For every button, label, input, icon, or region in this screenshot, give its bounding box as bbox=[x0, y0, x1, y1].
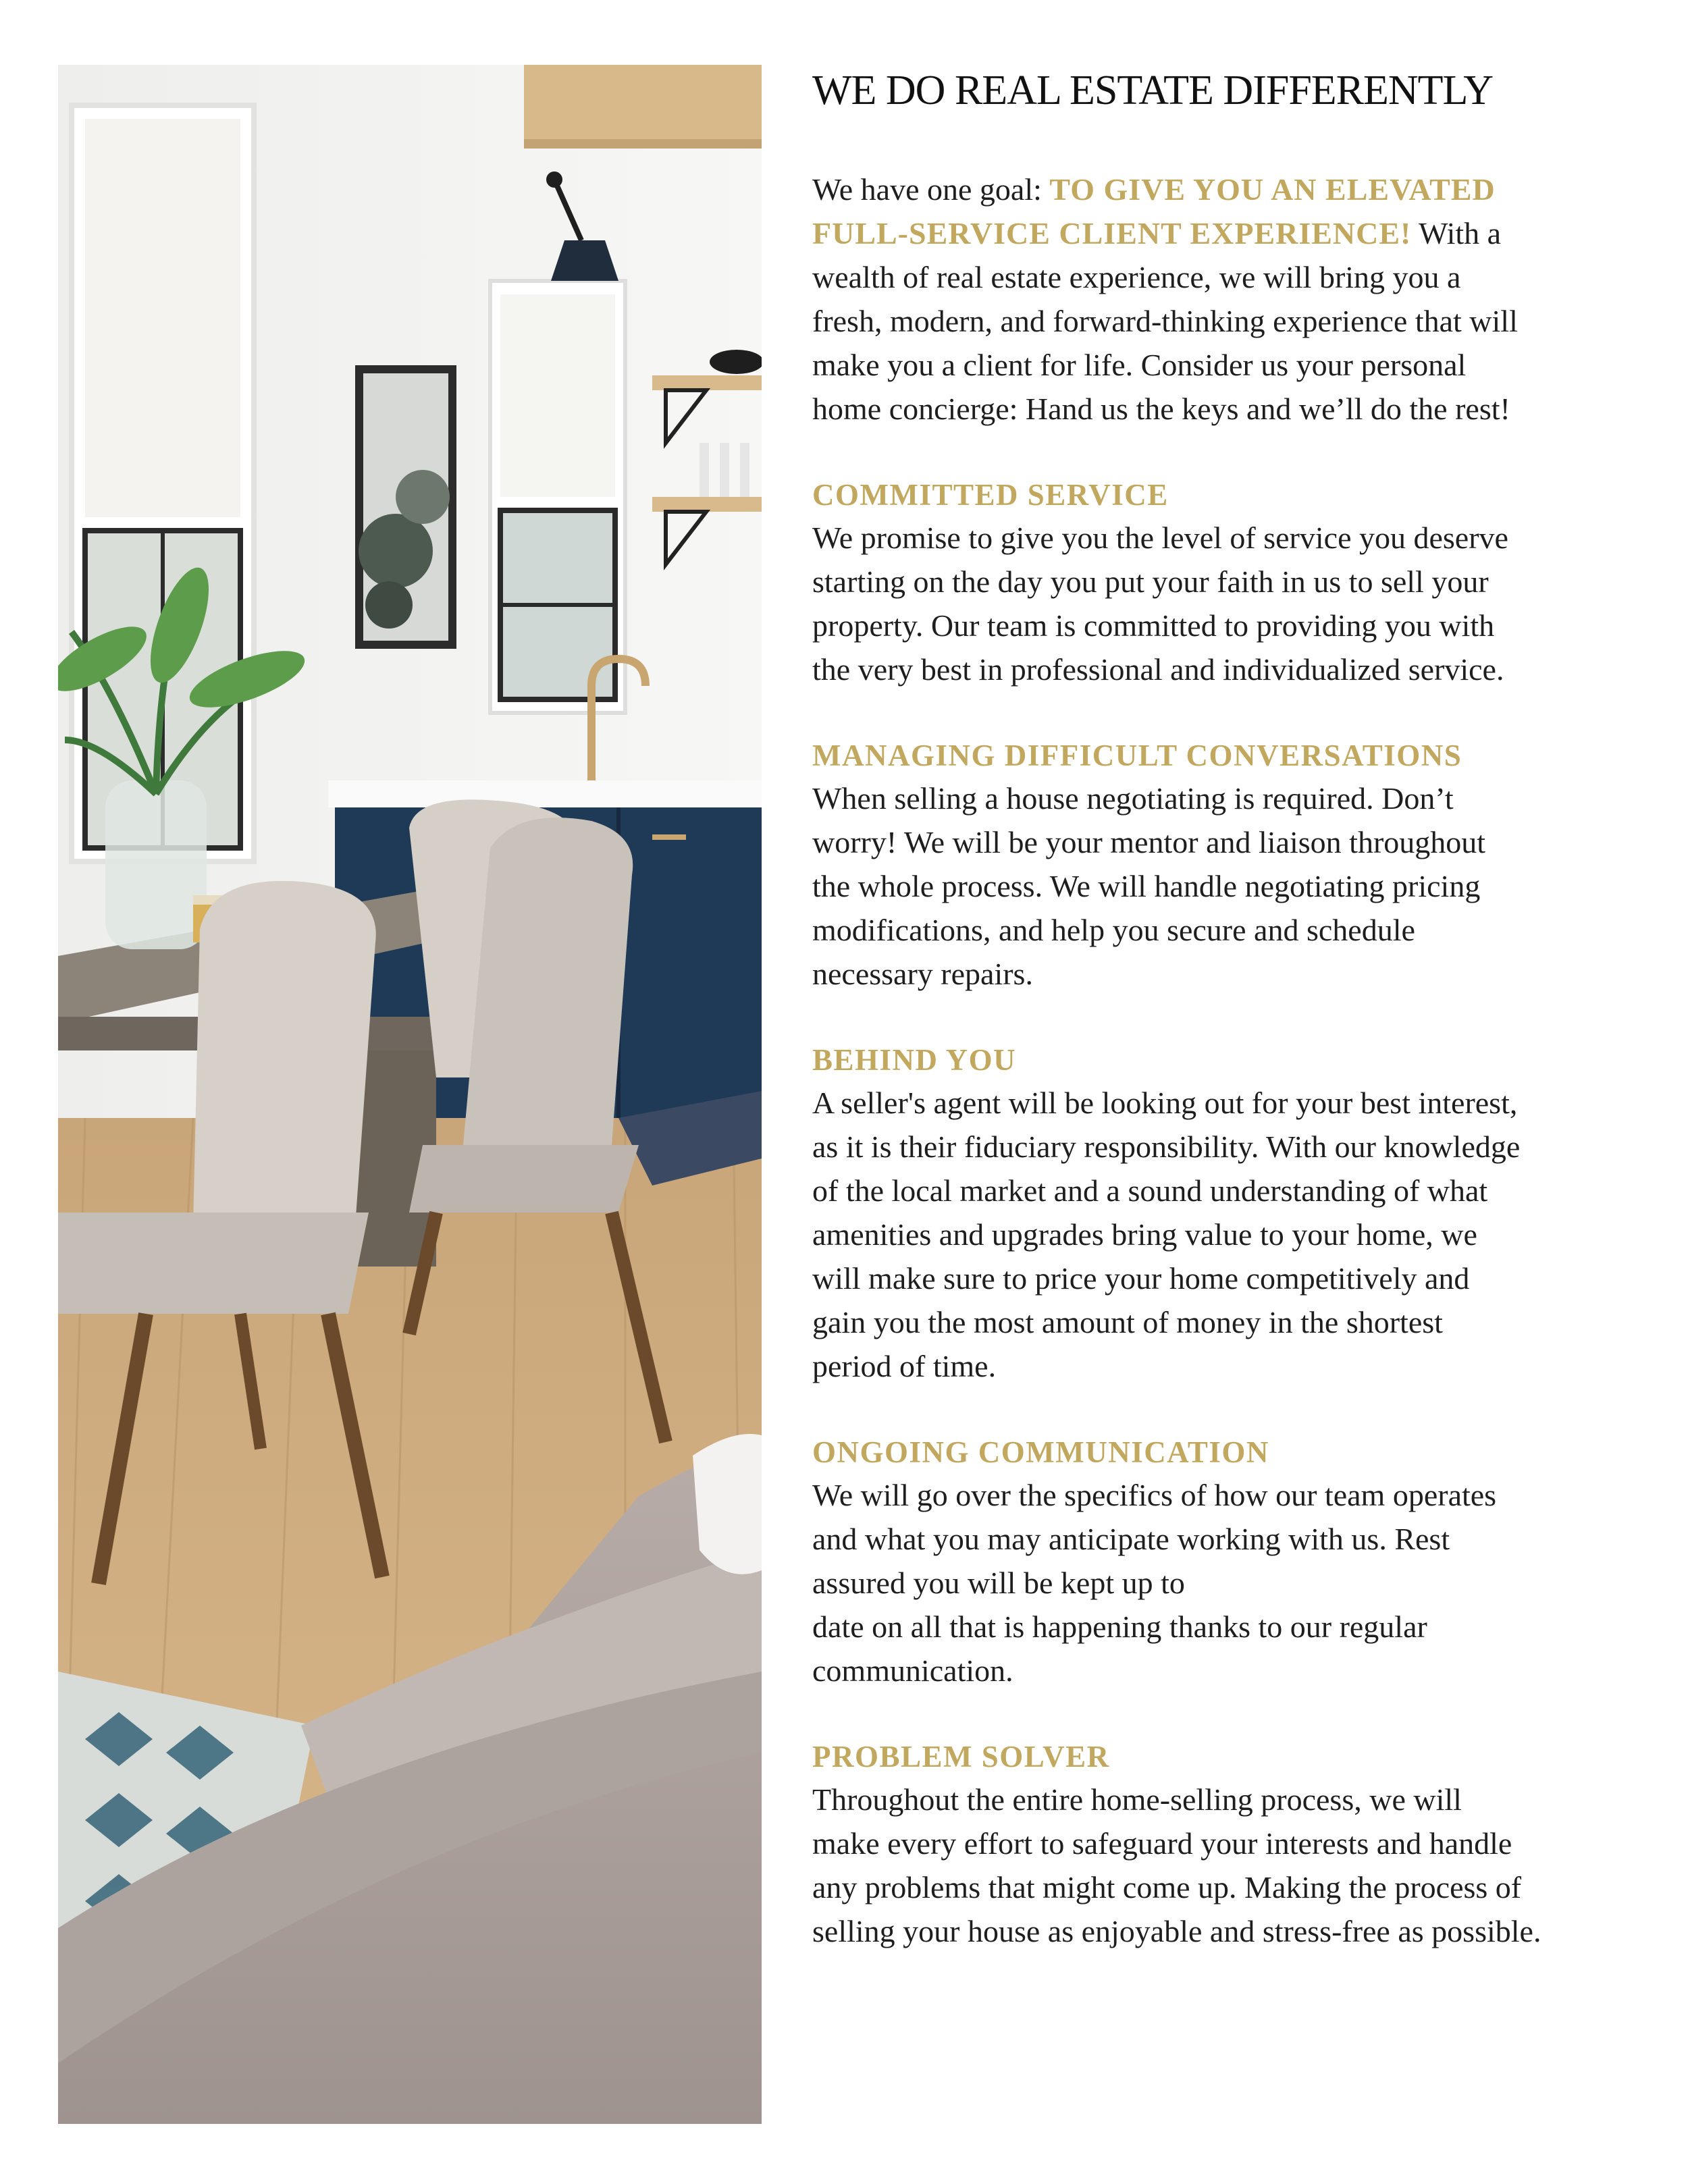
section-heading: PROBLEM SOLVER bbox=[812, 1740, 1110, 1774]
body-line: selling your house as enjoyable and stress-free as possible. bbox=[812, 1914, 1541, 1948]
body-line: will make sure to price your home competitively and bbox=[812, 1261, 1470, 1296]
body-line: A seller's agent will be looking out for your best interest, bbox=[812, 1086, 1518, 1120]
body-line: modifications, and help you secure and schedule bbox=[812, 913, 1415, 947]
section-body bbox=[812, 776, 1636, 996]
body-line: period of time. bbox=[812, 1349, 997, 1383]
section-heading: ONGOING COMMUNICATION bbox=[812, 1435, 1269, 1469]
intro-line: home concierge: Hand us the keys and we’ll do the rest! bbox=[812, 392, 1510, 426]
section-heading: COMMITTED SERVICE bbox=[812, 478, 1169, 512]
body-line: date on all that is happening thanks to our regular bbox=[812, 1609, 1427, 1644]
body-line: property. Our team is committed to providing you with bbox=[812, 608, 1495, 643]
intro-line: fresh, modern, and forward-thinking experience that will bbox=[812, 304, 1518, 338]
section-problem-solver bbox=[812, 1736, 1636, 1953]
intro-line: make you a client for life. Consider us your personal bbox=[812, 348, 1467, 382]
body-line: Throughout the entire home-selling process, we will bbox=[812, 1782, 1462, 1817]
page-title: WE DO REAL ESTATE DIFFERENTLY bbox=[812, 68, 1493, 113]
kitchen-dining-illustration bbox=[58, 65, 762, 2124]
body-line: of the local market and a sound understanding of what bbox=[812, 1173, 1488, 1208]
body-line: communication. bbox=[812, 1653, 1013, 1688]
section-committed-service bbox=[812, 474, 1636, 691]
body-line: amenities and upgrades bring value to your home, we bbox=[812, 1217, 1477, 1252]
body-line: as it is their fiduciary responsibility. With our knowledge bbox=[812, 1129, 1521, 1164]
body-line: the very best in professional and individualized service. bbox=[812, 652, 1504, 687]
section-body bbox=[812, 1081, 1636, 1388]
body-line: and what you may anticipate working with us. Rest bbox=[812, 1522, 1450, 1556]
section-body bbox=[812, 1473, 1636, 1693]
body-line: the whole process. We will handle negotiating pricing bbox=[812, 869, 1481, 903]
section-heading: BEHIND YOU bbox=[812, 1043, 1017, 1077]
intro-tail: With a bbox=[1411, 216, 1502, 250]
body-line: assured you will be kept up to bbox=[812, 1566, 1185, 1600]
section-heading: MANAGING DIFFICULT CONVERSATIONS bbox=[812, 739, 1462, 772]
section-behind-you bbox=[812, 1039, 1636, 1388]
section-body bbox=[812, 516, 1636, 691]
body-line: worry! We will be your mentor and liaison throughout bbox=[812, 825, 1486, 859]
body-line: make every effort to safeguard your interests and handle bbox=[812, 1826, 1512, 1861]
content-column bbox=[812, 65, 1636, 1953]
intro-paragraph bbox=[812, 167, 1636, 431]
intro-highlight-2: FULL-SERVICE CLIENT EXPERIENCE! bbox=[812, 216, 1412, 250]
intro-highlight-1: TO GIVE YOU AN ELEVATED bbox=[1049, 172, 1496, 207]
intro-line-1 bbox=[812, 167, 1636, 211]
body-line: When selling a house negotiating is required. Don’t bbox=[812, 781, 1454, 816]
body-line: gain you the most amount of money in the shortest bbox=[812, 1305, 1443, 1339]
intro-line-2 bbox=[812, 211, 1636, 255]
intro-line: wealth of real estate experience, we will bring you a bbox=[812, 260, 1461, 294]
kitchen-dining-photo bbox=[58, 65, 762, 2124]
section-ongoing-communication bbox=[812, 1431, 1636, 1693]
section-body bbox=[812, 1778, 1636, 1953]
body-line: We promise to give you the level of service you deserve bbox=[812, 521, 1508, 555]
body-line: any problems that might come up. Making the process of bbox=[812, 1870, 1522, 1905]
body-line: necessary repairs. bbox=[812, 957, 1033, 991]
body-line: starting on the day you put your faith in us to sell your bbox=[812, 564, 1489, 599]
intro-lead: We have one goal: bbox=[812, 172, 1050, 207]
section-managing-difficult-conversations bbox=[812, 735, 1636, 996]
body-line: We will go over the specifics of how our team operates bbox=[812, 1478, 1497, 1512]
